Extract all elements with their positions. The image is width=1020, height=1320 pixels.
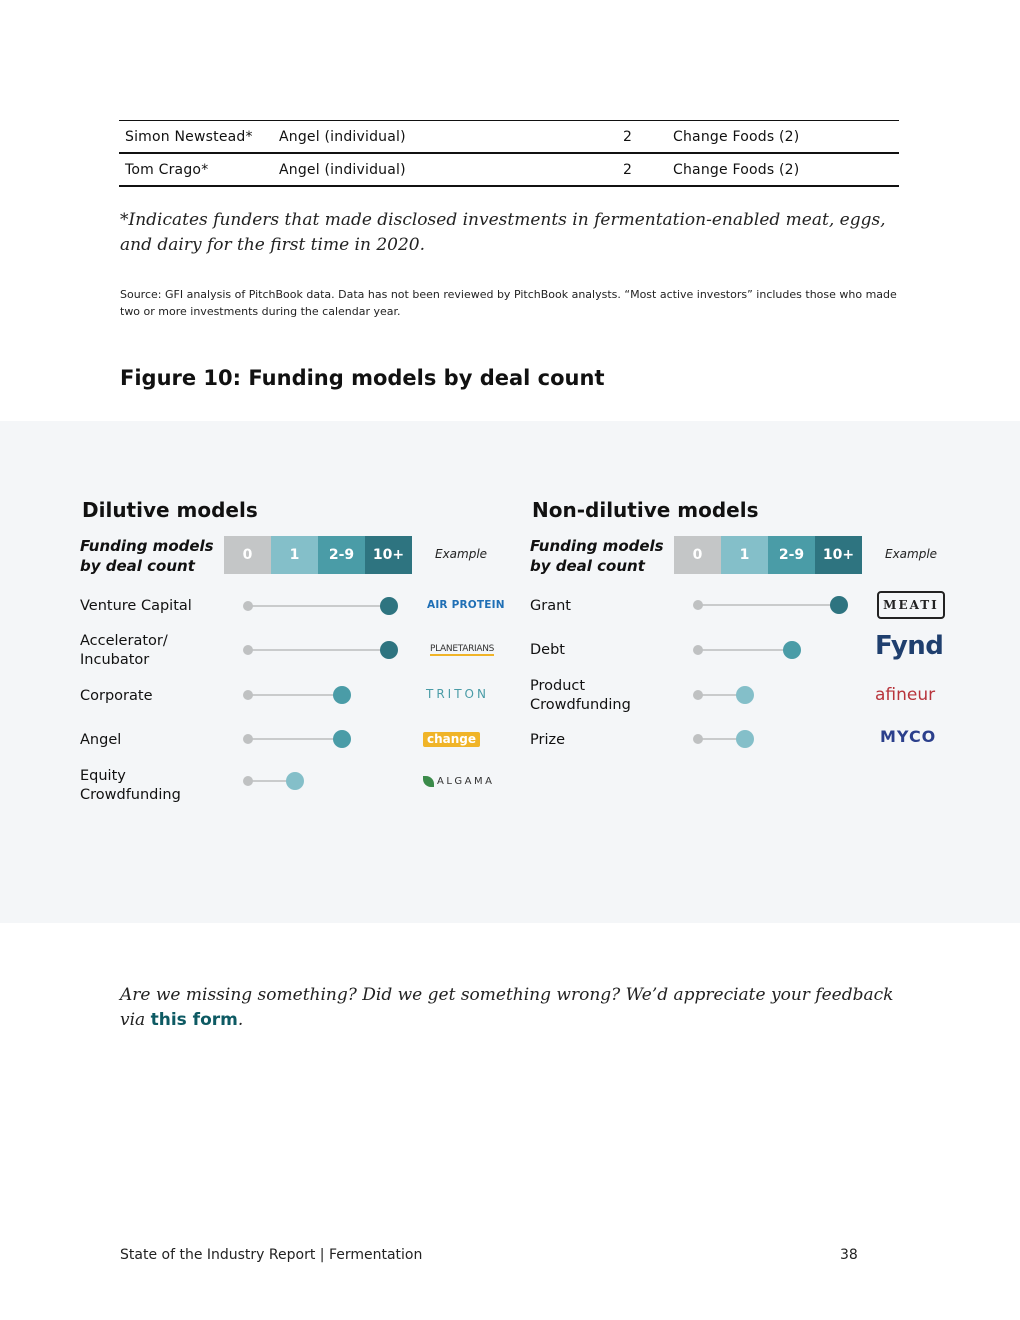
row-label-equity-crowdfunding: Equity Crowdfunding [80, 768, 181, 803]
non-dilutive-example-header: Example [885, 547, 938, 561]
investor-type: Angel (individual) [279, 162, 406, 178]
source-note: Source: GFI analysis of PitchBook data. Data has not been reviewed by PitchBook analysts. “Most active investors” includes those who made two or more investments during the calendar year. [120, 288, 897, 318]
logo-meati: MEATI [877, 591, 945, 619]
scale-1: 1 [271, 536, 318, 574]
deal-count-end-dot [736, 686, 754, 704]
investment-count: 2 [623, 129, 633, 145]
dilutive-header-label [80, 536, 214, 576]
deal-count-end-dot [736, 730, 754, 748]
logo-change: change [423, 732, 480, 747]
scale-0: 0 [674, 536, 721, 574]
table-row [119, 120, 899, 154]
deal-count-start-dot [693, 645, 703, 655]
investor-name: Tom Crago* [125, 162, 209, 178]
logo-myco: MYCO [880, 727, 937, 746]
portfolio-companies: Change Foods (2) [673, 162, 800, 178]
logo-triton: TRITON [426, 687, 489, 701]
deal-count-track [248, 605, 389, 607]
row-label-prize: Prize [530, 732, 566, 748]
row-label-corporate: Corporate [80, 688, 153, 704]
row-label-product-crowdfunding: Product Crowdfunding [530, 678, 631, 713]
footer-report-title: State of the Industry Report | Fermentation [120, 1247, 423, 1263]
deal-count-track [698, 649, 792, 651]
deal-count-start-dot [243, 690, 253, 700]
deal-count-track [248, 649, 389, 651]
portfolio-companies: Change Foods (2) [673, 129, 800, 145]
footnote: *Indicates funders that made disclosed investments in fermentation-enabled meat, eggs, and dairy for the first time in 2020. [120, 210, 886, 255]
dilutive-scale [224, 536, 412, 574]
deal-count-end-dot [286, 772, 304, 790]
dilutive-example-header: Example [435, 547, 488, 561]
logo-afineur: afineur [875, 685, 936, 705]
logo-fynd: Fynd [875, 631, 944, 661]
deal-count-start-dot [693, 690, 703, 700]
header-label-line2: by deal count [80, 557, 195, 575]
header-label-line1: Funding models [80, 537, 214, 555]
investor-name: Simon Newstead* [125, 129, 253, 145]
non-dilutive-title: Non-dilutive models [532, 498, 759, 522]
deal-count-track [698, 604, 839, 606]
deal-count-track [248, 694, 342, 696]
feedback-paragraph [120, 983, 910, 1033]
deal-count-start-dot [243, 601, 253, 611]
logo-planetarians: PLANETARIANS [430, 644, 495, 654]
row-label-venture-capital: Venture Capital [80, 598, 192, 614]
feedback-form-link[interactable]: this form [150, 1010, 238, 1030]
deal-count-start-dot [243, 734, 253, 744]
logo-air-protein: AIR PROTEIN [427, 599, 505, 611]
feedback-text: Are we missing something? Did we get something wrong? We’d appreciate your feedback via [120, 985, 894, 1030]
dilutive-title: Dilutive models [82, 498, 258, 522]
scale-1: 1 [721, 536, 768, 574]
scale-2-9: 2-9 [768, 536, 815, 574]
figure-title: Figure 10: Funding models by deal count [120, 366, 605, 390]
row-label-angel: Angel [80, 732, 122, 748]
page-number: 38 [840, 1247, 858, 1263]
scale-10-plus: 10+ [365, 536, 412, 574]
deal-count-start-dot [243, 776, 253, 786]
deal-count-end-dot [783, 641, 801, 659]
header-label-line2: by deal count [530, 557, 645, 575]
row-label-grant: Grant [530, 598, 571, 614]
deal-count-end-dot [333, 686, 351, 704]
row-label-debt: Debt [530, 642, 565, 658]
table-row [119, 154, 899, 187]
deal-count-end-dot [830, 596, 848, 614]
non-dilutive-scale [674, 536, 862, 574]
deal-count-start-dot [693, 734, 703, 744]
scale-2-9: 2-9 [318, 536, 365, 574]
scale-10-plus: 10+ [815, 536, 862, 574]
deal-count-end-dot [380, 641, 398, 659]
investment-count: 2 [623, 162, 633, 178]
deal-count-start-dot [693, 600, 703, 610]
leaf-icon [423, 776, 434, 787]
investors-table [119, 120, 899, 187]
deal-count-end-dot [380, 597, 398, 615]
funding-models-figure [0, 421, 1020, 923]
non-dilutive-header-label [530, 536, 664, 576]
header-label-line1: Funding models [530, 537, 664, 555]
row-label-accelerator: Accelerator/ Incubator [80, 633, 168, 668]
deal-count-track [248, 738, 342, 740]
feedback-tail: . [237, 1010, 244, 1030]
deal-count-start-dot [243, 645, 253, 655]
scale-0: 0 [224, 536, 271, 574]
logo-algama: ALGAMA [437, 776, 495, 787]
investor-type: Angel (individual) [279, 129, 406, 145]
deal-count-end-dot [333, 730, 351, 748]
